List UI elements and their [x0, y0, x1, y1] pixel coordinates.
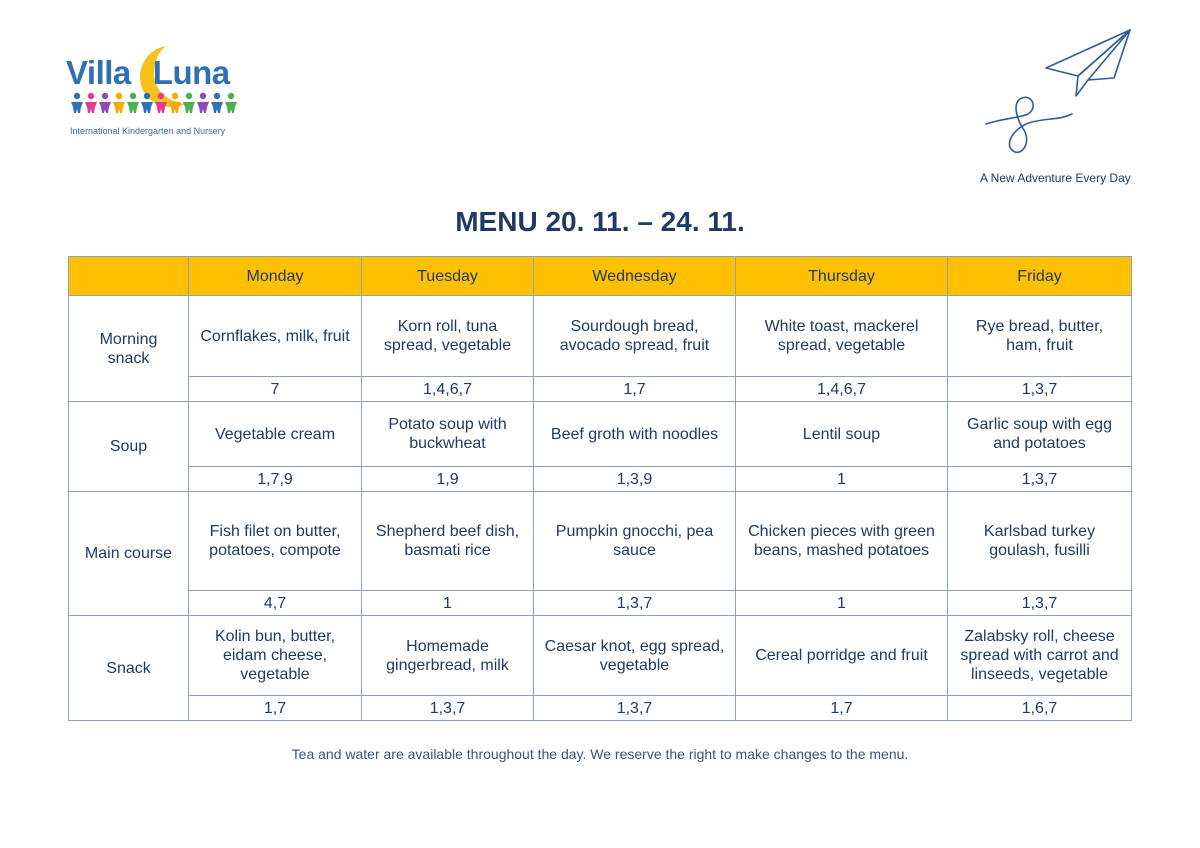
meal-label-morning-snack: Morning snack: [69, 296, 189, 402]
paper-plane-icon: [980, 26, 1140, 162]
dish-cell: Potato soup with buckwheat: [362, 402, 534, 467]
dish-cell: Garlic soup with egg and potatoes: [948, 402, 1132, 467]
dish-cell: Pumpkin gnocchi, pea sauce: [534, 492, 736, 591]
child-figure: [71, 93, 83, 113]
menu-title: MENU 20. 11. – 24. 11.: [455, 206, 745, 237]
dish-cell: Karlsbad turkey goulash, fusilli: [948, 492, 1132, 591]
allergen-cell: 1: [736, 467, 948, 492]
logo-word-right: Luna: [152, 54, 230, 91]
meal-label-snack: Snack: [69, 616, 189, 721]
allergen-cell: 1,7: [736, 696, 948, 721]
villa-luna-logo: [64, 40, 254, 140]
dish-cell: Fish filet on butter, potatoes, compote: [189, 492, 362, 591]
allergen-row-soup: [69, 467, 1132, 492]
corner-cell: [69, 257, 189, 296]
allergen-cell: 1,9: [362, 467, 534, 492]
day-header-wednesday: Wednesday: [534, 257, 736, 296]
child-figure: [169, 93, 181, 113]
child-figure: [141, 93, 153, 113]
dish-cell: Lentil soup: [736, 402, 948, 467]
dish-cell: Chicken pieces with green beans, mashed potatoes: [736, 492, 948, 591]
allergen-cell: 1,4,6,7: [736, 377, 948, 402]
dish-cell: Caesar knot, egg spread, vegetable: [534, 616, 736, 696]
meal-row-morning-snack: [69, 296, 1132, 377]
allergen-row-main-course: [69, 591, 1132, 616]
allergen-row-morning-snack: [69, 377, 1132, 402]
allergen-cell: 1: [362, 591, 534, 616]
meal-row-soup: [69, 402, 1132, 467]
logo-word-left: Villa: [66, 54, 131, 91]
footer-note: Tea and water are available throughout the day. We reserve the right to make changes to the menu.: [291, 746, 909, 762]
day-header-thursday: Thursday: [736, 257, 948, 296]
dish-cell: Vegetable cream: [189, 402, 362, 467]
days-header-row: [69, 257, 1132, 296]
allergen-cell: 1: [736, 591, 948, 616]
allergen-cell: 1,6,7: [948, 696, 1132, 721]
child-figure: [155, 93, 167, 113]
day-header-monday: Monday: [189, 257, 362, 296]
allergen-cell: 1,3,7: [948, 467, 1132, 492]
dish-cell: Shepherd beef dish, basmati rice: [362, 492, 534, 591]
allergen-cell: 1,7,9: [189, 467, 362, 492]
weekly-menu-table: [68, 256, 1132, 721]
child-figure: [85, 93, 97, 113]
child-figure: [211, 93, 223, 113]
child-figure: [183, 93, 195, 113]
dish-cell: Cornflakes, milk, fruit: [189, 296, 362, 377]
allergen-cell: 4,7: [189, 591, 362, 616]
logo-subtitle: International Kindergarten and Nursery: [70, 126, 226, 136]
dish-cell: Homemade gingerbread, milk: [362, 616, 534, 696]
dish-cell: Rye bread, butter, ham, fruit: [948, 296, 1132, 377]
allergen-cell: 1,3,7: [362, 696, 534, 721]
dish-cell: White toast, mackerel spread, vegetable: [736, 296, 948, 377]
slogan: A New Adventure Every Day: [980, 171, 1131, 185]
logo-wordmark: [66, 54, 230, 92]
allergen-cell: 1,3,7: [534, 591, 736, 616]
meal-label-main-course: Main course: [69, 492, 189, 616]
child-figure: [127, 93, 139, 113]
allergen-cell: 1,3,7: [948, 591, 1132, 616]
allergen-cell: 1,7: [189, 696, 362, 721]
child-figure: [113, 93, 125, 113]
dish-cell: Korn roll, tuna spread, vegetable: [362, 296, 534, 377]
dish-cell: Sourdough bread, avocado spread, fruit: [534, 296, 736, 377]
allergen-cell: 7: [189, 377, 362, 402]
dish-cell: Zalabsky roll, cheese spread with carrot and linseeds, vegetable: [948, 616, 1132, 696]
meal-row-main-course: [69, 492, 1132, 591]
allergen-cell: 1,3,7: [534, 696, 736, 721]
meal-label-soup: Soup: [69, 402, 189, 492]
allergen-cell: 1,3,9: [534, 467, 736, 492]
allergen-row-snack: [69, 696, 1132, 721]
day-header-friday: Friday: [948, 257, 1132, 296]
allergen-cell: 1,4,6,7: [362, 377, 534, 402]
dish-cell: Beef groth with noodles: [534, 402, 736, 467]
children-figures-icon: [70, 92, 242, 114]
allergen-cell: 1,3,7: [948, 377, 1132, 402]
child-figure: [197, 93, 209, 113]
day-header-tuesday: Tuesday: [362, 257, 534, 296]
dish-cell: Cereal porridge and fruit: [736, 616, 948, 696]
child-figure: [225, 93, 237, 113]
meal-row-snack: [69, 616, 1132, 696]
allergen-cell: 1,7: [534, 377, 736, 402]
dish-cell: Kolin bun, butter, eidam cheese, vegetable: [189, 616, 362, 696]
child-figure: [99, 93, 111, 113]
